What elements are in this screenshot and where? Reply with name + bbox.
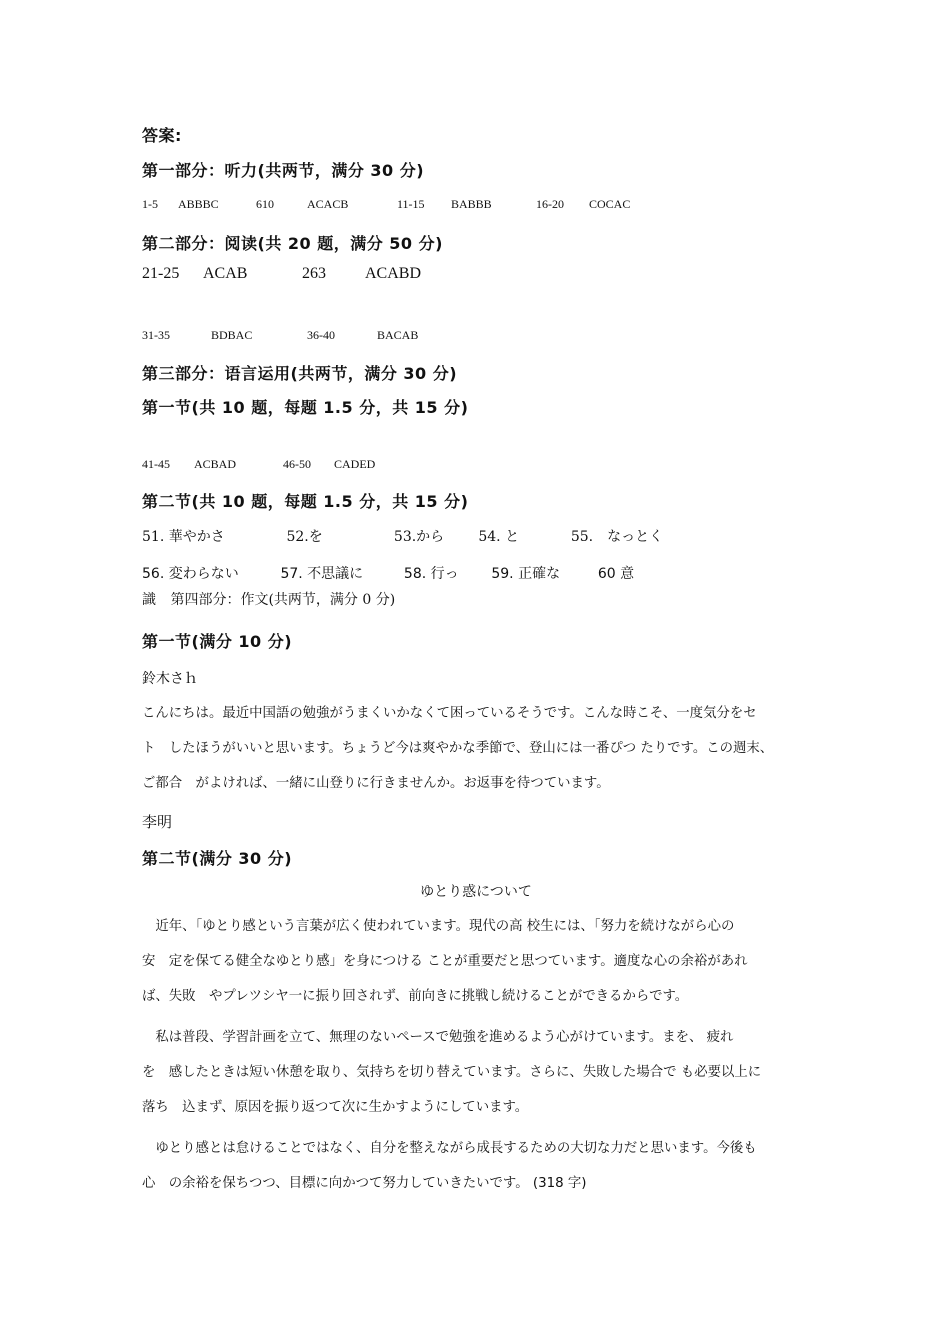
part3-section2-row3 — [142, 589, 395, 609]
letter-greeting: 鈴木さｈ — [142, 671, 198, 687]
answer-range: 21-25 — [142, 265, 180, 282]
answer-item: 54. と — [478, 529, 520, 545]
answer-item: 57. 不思議に — [280, 566, 364, 582]
answer-key: ACACB — [307, 197, 349, 211]
answer-range: 16-20 — [536, 197, 564, 211]
part3-section1-answers — [142, 457, 375, 472]
part2-answers-row2 — [142, 328, 418, 343]
essay-line: 近年、「ゆとり感という言葉が広く使われています。現代の高 校生には、「努力を続けながら心の — [142, 919, 735, 934]
part2-title: 第二部分：阅读(共 20 题，满分 50 分) — [142, 234, 443, 253]
answer-range: 11-15 — [397, 197, 425, 211]
answer-key: ACBAD — [194, 457, 237, 471]
answer-key: COCAC — [589, 197, 631, 211]
essay-line: 落ち 込まず、原因を振り返つて次に生かすようにしています。 — [142, 1100, 529, 1115]
answer-key: BABBB — [451, 197, 492, 211]
part1-title: 第一部分：听力(共两节，满分 30 分) — [142, 161, 425, 180]
answer-key: BACAB — [377, 328, 419, 342]
answer-range: 36-40 — [307, 328, 335, 342]
essay-title: ゆとり惑について — [420, 884, 532, 900]
essay-line: を 感したときは短い休憩を取り、気持ちを切り替えています。さらに、失敗した場合で も必要以上に — [142, 1065, 762, 1080]
answer-key: BDBAC — [211, 328, 253, 342]
letter-line: ご都合 がよければ、一緒に山登りに行きませんか。お返事を待つています。 — [142, 776, 610, 791]
answer-item: 53.から — [393, 529, 445, 545]
letter-signature: 李明 — [142, 813, 173, 831]
answer-key: ACAB — [203, 265, 248, 282]
answer-range: 46-50 — [283, 457, 311, 471]
part4-title: 第四部分：作文(共两节，满分 0 分) — [170, 592, 396, 608]
essay-line: 安 定を保てる健全なゆとり感」を身につける ことが重要だと思つています。適度な心の余裕があれ — [142, 954, 748, 969]
essay-line: ゆとり感とは怠けることではなく、自分を整えながら成長するための大切な力だと思います。今後も — [142, 1141, 757, 1156]
answer-item: 56. 変わらない — [142, 566, 239, 582]
answer-key: CADED — [334, 457, 376, 471]
answers-heading: 答案: — [142, 126, 182, 145]
letter-body — [142, 696, 810, 801]
answer-item: 52.を — [286, 529, 323, 545]
essay-paragraph-1 — [142, 909, 810, 1014]
answer-range: 610 — [256, 197, 274, 211]
letter-line: ト したほうがいいと思います。ちょうど今は爽やかな季節で、登山には一番ぴつ たりです。この週末、 — [142, 741, 774, 756]
essay-line: 私は普段、学習計画を立て、無理のないペースで勉強を進めるよう心がけています。まを、 疲れ — [142, 1030, 734, 1045]
part3-title: 第三部分：语言运用(共两节，满分 30 分) — [142, 364, 458, 383]
part1-answers — [142, 197, 630, 212]
answer-item: 59. 正確な — [491, 566, 561, 582]
essay-line: ば、失敗 やプレツシヤ一に振り回されず、前向きに挑戦し続けることができるからです。 — [142, 989, 689, 1004]
part3-section2-row1 — [142, 526, 663, 546]
answer-item: 58. 行っ — [403, 566, 459, 582]
essay-paragraph-2 — [142, 1020, 810, 1125]
part4-section2-title: 第二节(满分 30 分) — [142, 849, 293, 868]
answer-item: 51. 華やかさ — [142, 529, 225, 545]
answer-item: 識 — [142, 592, 156, 608]
answer-key: ACABD — [365, 265, 422, 282]
answer-range: 1-5 — [142, 197, 158, 211]
part4-section1-title: 第一节(满分 10 分) — [142, 632, 293, 651]
answer-item: 55. なっとく — [570, 529, 664, 545]
part3-section2-row2 — [142, 563, 634, 583]
letter-line: こんにちは。最近中国語の勉強がうまくいかなくて困っているそうです。こんな時こそ、一度気分をセ — [142, 706, 757, 721]
part3-section1-title: 第一节(共 10 题，每题 1.5 分，共 15 分) — [142, 398, 469, 417]
part3-section2-title: 第二节(共 10 题，每题 1.5 分，共 15 分) — [142, 492, 469, 511]
part2-answers-row1 — [142, 265, 421, 283]
answer-range: 41-45 — [142, 457, 170, 471]
answer-range: 31-35 — [142, 328, 170, 342]
essay-paragraph-3 — [142, 1131, 810, 1201]
answer-key: ABBBC — [178, 197, 219, 211]
answer-item: 60 意 — [597, 566, 635, 582]
answer-range: 263 — [302, 265, 326, 282]
essay-line: 心 の余裕を保ちつつ、目標に向かつて努力していきたいです。 (318 字) — [142, 1176, 587, 1191]
